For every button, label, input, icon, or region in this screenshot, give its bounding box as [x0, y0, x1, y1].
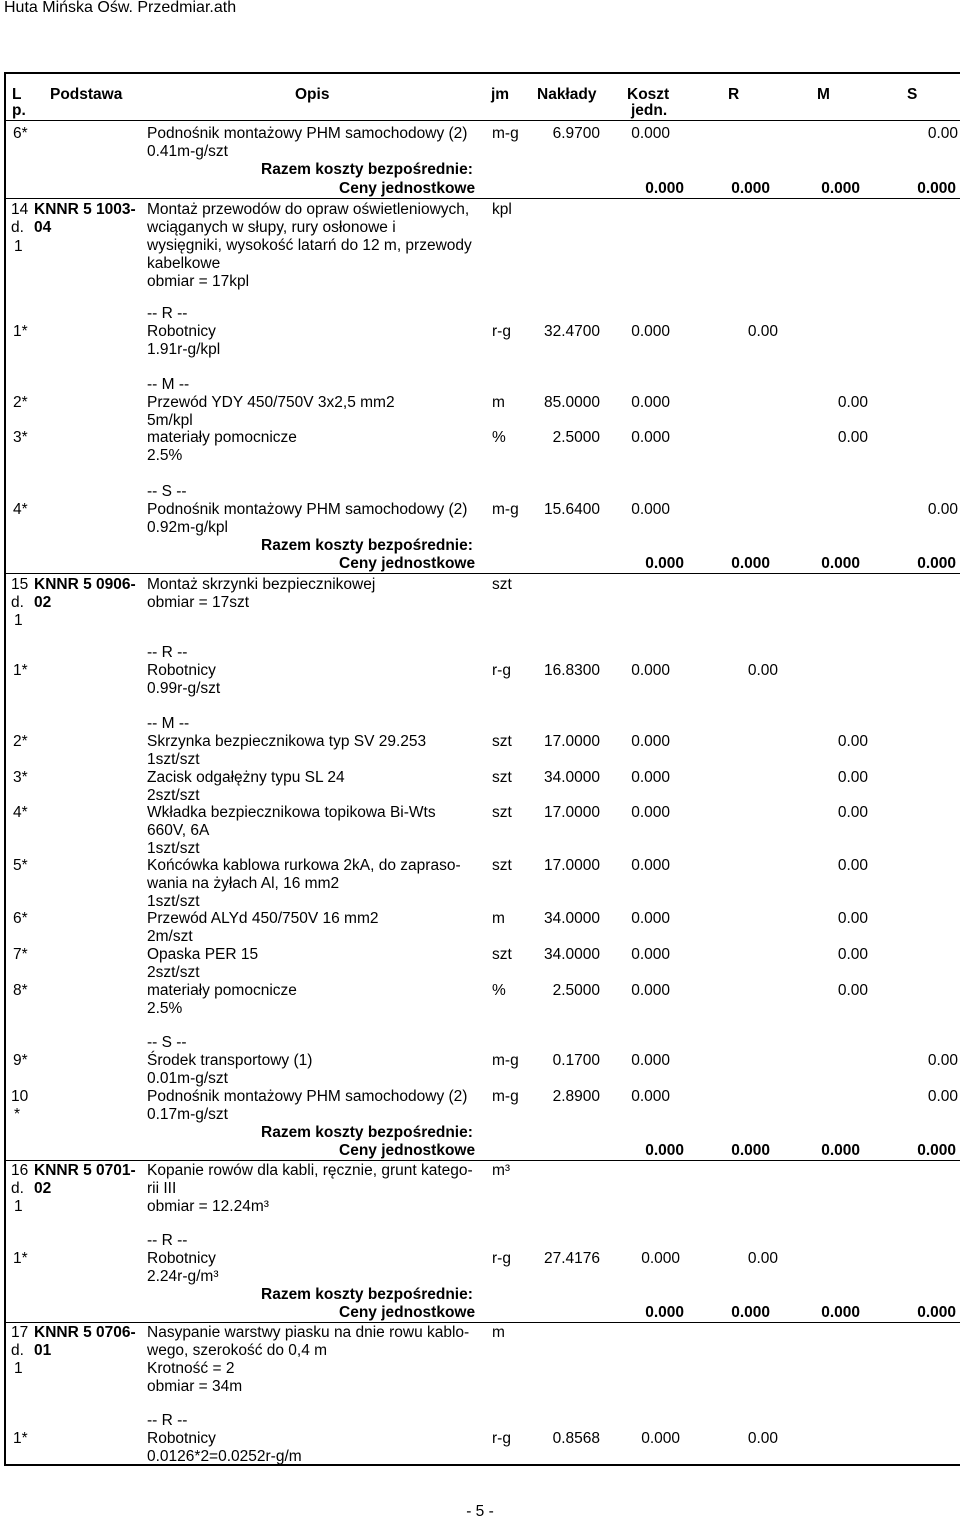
lp-cell: 3* — [13, 769, 28, 786]
norm-cell: 2.5% — [147, 1000, 183, 1017]
r-cell: 0.00 — [747, 662, 778, 679]
koszt-cell: 0.000 — [631, 125, 670, 142]
desc-cell: Opaska PER 15 — [147, 946, 259, 963]
desc-cell: Podnośnik montażowy PHM samochodowy (2) — [147, 125, 468, 142]
lp-cell: 4* — [13, 804, 28, 821]
desc-cell: Przewód ALYd 450/750V 16 mm2 — [147, 910, 379, 927]
item-number: d. — [11, 1180, 24, 1197]
razem-label: Razem koszty bezpośrednie: — [261, 1286, 473, 1303]
frame-top — [4, 72, 960, 74]
total-sum: 0.000 — [917, 1142, 956, 1159]
m-cell: 0.00 — [837, 857, 868, 874]
total-m: 0.000 — [731, 555, 770, 572]
jm-cell: szt — [492, 857, 512, 874]
norm-cell: 1szt/szt — [147, 751, 200, 768]
lp-cell: 6* — [13, 125, 28, 142]
desc-cell: Robotnicy — [147, 1250, 216, 1267]
header-lp: p. — [12, 102, 26, 119]
norm-cell: 0.17m-g/szt — [147, 1106, 228, 1123]
item-desc: kabelkowe — [147, 255, 221, 272]
jm-cell: r-g — [492, 662, 511, 679]
lp-cell: 5* — [13, 857, 28, 874]
koszt-cell: 0.000 — [641, 1430, 680, 1447]
item-number: d. — [11, 219, 24, 236]
norm-cell: 0.41m-g/szt — [147, 143, 228, 160]
frame-left — [4, 72, 6, 1465]
lp-cell: 2* — [13, 733, 28, 750]
m-cell: 0.00 — [837, 982, 868, 999]
s-cell: 0.00 — [927, 125, 958, 142]
lp-cell: 8* — [13, 982, 28, 999]
norm-cell: 1szt/szt — [147, 840, 200, 857]
m-cell: 0.00 — [837, 769, 868, 786]
header-naklady: Nakłady — [537, 86, 597, 103]
naklady-cell: 2.5000 — [552, 982, 600, 999]
item-desc: wysięgniki, wysokość latarń do 12 m, przewody — [147, 237, 472, 254]
header-jm: jm — [491, 86, 510, 103]
item-number: 17 — [11, 1324, 29, 1341]
total-m: 0.000 — [731, 1142, 770, 1159]
koszt-cell: 0.000 — [631, 910, 670, 927]
norm-cell: 0.0126*2=0.0252r-g/m — [147, 1448, 302, 1465]
naklady-cell: 16.8300 — [543, 662, 600, 679]
section-divider — [4, 1160, 960, 1161]
jm-cell: m-g — [492, 1052, 519, 1069]
lp-cell: 1* — [13, 1430, 28, 1447]
total-s: 0.000 — [821, 180, 860, 197]
razem-label: Razem koszty bezpośrednie: — [261, 537, 473, 554]
m-heading: -- M -- — [147, 715, 190, 732]
item-desc: Nasypanie warstwy piasku na dnie rowu kablo- — [147, 1324, 470, 1341]
desc-cell: Skrzynka bezpiecznikowa typ SV 29.253 — [147, 733, 427, 750]
norm-cell: 2.24r-g/m³ — [147, 1268, 219, 1285]
s-heading: -- S -- — [147, 1034, 187, 1051]
norm-cell: 1szt/szt — [147, 893, 200, 910]
ceny-label: Ceny jednostkowe — [339, 555, 476, 572]
lp-cell: 1* — [13, 323, 28, 340]
total-sum: 0.000 — [917, 555, 956, 572]
desc-cell: Przewód YDY 450/750V 3x2,5 mm2 — [147, 394, 395, 411]
item-desc: Montaż przewodów do opraw oświetleniowych, — [147, 201, 470, 218]
item-basis: 02 — [34, 1180, 52, 1197]
item-desc: obmiar = 34m — [147, 1378, 243, 1395]
jm-cell: szt — [492, 769, 512, 786]
item-jm: szt — [492, 576, 512, 593]
naklady-cell: 6.9700 — [552, 125, 600, 142]
item-desc: rii III — [147, 1180, 177, 1197]
s-heading: -- S -- — [147, 483, 187, 500]
m-cell: 0.00 — [837, 733, 868, 750]
section-divider — [4, 198, 960, 199]
r-cell: 0.00 — [747, 1430, 778, 1447]
koszt-cell: 0.000 — [631, 982, 670, 999]
norm-cell: 0.99r-g/szt — [147, 680, 221, 697]
m-cell: 0.00 — [837, 910, 868, 927]
koszt-cell: 0.000 — [641, 1250, 680, 1267]
norm-cell: 5m/kpl — [147, 412, 193, 429]
header-koszt: Koszt — [627, 86, 670, 103]
item-number: 1 — [14, 1198, 23, 1215]
jm-cell: m-g — [492, 1088, 519, 1105]
ceny-label: Ceny jednostkowe — [339, 1304, 476, 1321]
header-podstawa: Podstawa — [50, 86, 123, 103]
desc-cell: Podnośnik montażowy PHM samochodowy (2) — [147, 501, 468, 518]
lp-cell: * — [14, 1106, 21, 1123]
norm-cell: 2m/szt — [147, 928, 193, 945]
r-cell: 0.00 — [747, 323, 778, 340]
koszt-cell: 0.000 — [631, 429, 670, 446]
lp-cell: 3* — [13, 429, 28, 446]
koszt-cell: 0.000 — [631, 1088, 670, 1105]
jm-cell: szt — [492, 946, 512, 963]
jm-cell: r-g — [492, 1250, 511, 1267]
section-divider — [4, 1322, 960, 1323]
jm-cell: r-g — [492, 1430, 511, 1447]
lp-cell: 9* — [13, 1052, 28, 1069]
desc-cell: Podnośnik montażowy PHM samochodowy (2) — [147, 1088, 468, 1105]
naklady-cell: 34.0000 — [543, 946, 600, 963]
naklady-cell: 17.0000 — [543, 857, 600, 874]
item-desc: obmiar = 17kpl — [147, 273, 250, 290]
r-heading: -- R -- — [147, 644, 188, 661]
item-basis: KNNR 5 1003- — [34, 201, 136, 218]
desc-cell: materiały pomocnicze — [147, 982, 297, 999]
naklady-cell: 17.0000 — [543, 804, 600, 821]
m-cell: 0.00 — [837, 804, 868, 821]
s-cell: 0.00 — [927, 1052, 958, 1069]
header-divider — [4, 120, 960, 121]
naklady-cell: 34.0000 — [543, 910, 600, 927]
total-s: 0.000 — [821, 555, 860, 572]
item-desc: wego, szerokość do 0,4 m — [147, 1342, 328, 1359]
naklady-cell: 0.1700 — [552, 1052, 600, 1069]
r-heading: -- R -- — [147, 1232, 188, 1249]
jm-cell: szt — [492, 733, 512, 750]
item-number: 1 — [14, 238, 23, 255]
koszt-cell: 0.000 — [631, 857, 670, 874]
razem-label: Razem koszty bezpośrednie: — [261, 1124, 473, 1141]
item-desc: obmiar = 12.24m³ — [147, 1198, 269, 1215]
desc-cell: 660V, 6A — [147, 822, 210, 839]
header-koszt: jedn. — [631, 102, 668, 119]
lp-cell: 1* — [13, 662, 28, 679]
section-divider — [4, 573, 960, 574]
jm-cell: szt — [492, 804, 512, 821]
lp-cell: 6* — [13, 910, 28, 927]
header-m: M — [817, 86, 830, 103]
total-s: 0.000 — [821, 1304, 860, 1321]
naklady-cell: 34.0000 — [543, 769, 600, 786]
item-number: d. — [11, 1342, 24, 1359]
norm-cell: 0.92m-g/kpl — [147, 519, 228, 536]
lp-cell: 4* — [13, 501, 28, 518]
jm-cell: % — [492, 982, 506, 999]
desc-cell: Robotnicy — [147, 1430, 216, 1447]
naklady-cell: 27.4176 — [543, 1250, 600, 1267]
item-desc: Kopanie rowów dla kabli, ręcznie, grunt katego- — [147, 1162, 473, 1179]
jm-cell: m-g — [492, 125, 519, 142]
m-cell: 0.00 — [837, 394, 868, 411]
r-heading: -- R -- — [147, 305, 188, 322]
total-sum: 0.000 — [917, 1304, 956, 1321]
item-basis: 01 — [34, 1342, 52, 1359]
norm-cell: 2szt/szt — [147, 787, 200, 804]
item-jm: m — [492, 1324, 505, 1341]
lp-cell: 1* — [13, 1250, 28, 1267]
m-cell: 0.00 — [837, 946, 868, 963]
total-m: 0.000 — [731, 1304, 770, 1321]
r-cell: 0.00 — [747, 1250, 778, 1267]
header-s: S — [907, 86, 918, 103]
page-number: - 5 - — [466, 1503, 494, 1520]
koszt-cell: 0.000 — [631, 501, 670, 518]
item-desc: obmiar = 17szt — [147, 594, 250, 611]
item-number: 15 — [11, 576, 29, 593]
naklady-cell: 2.8900 — [552, 1088, 600, 1105]
naklady-cell: 32.4700 — [543, 323, 600, 340]
item-number: 1 — [14, 1360, 23, 1377]
norm-cell: 1.91r-g/kpl — [147, 341, 221, 358]
header-lp: L — [12, 86, 22, 103]
item-number: 16 — [11, 1162, 29, 1179]
norm-cell: 2szt/szt — [147, 964, 200, 981]
lp-cell: 2* — [13, 394, 28, 411]
koszt-cell: 0.000 — [631, 323, 670, 340]
item-basis: KNNR 5 0701- — [34, 1162, 136, 1179]
total-sum: 0.000 — [917, 180, 956, 197]
item-basis: KNNR 5 0706- — [34, 1324, 136, 1341]
item-basis: KNNR 5 0906- — [34, 576, 136, 593]
item-basis: 02 — [34, 594, 52, 611]
razem-label: Razem koszty bezpośrednie: — [261, 161, 473, 178]
item-jm: kpl — [492, 201, 512, 218]
jm-cell: m — [492, 910, 505, 927]
norm-cell: 0.01m-g/szt — [147, 1070, 228, 1087]
header-opis: Opis — [295, 86, 330, 103]
desc-cell: Zacisk odgałężny typu SL 24 — [147, 769, 345, 786]
koszt-cell: 0.000 — [631, 804, 670, 821]
desc-cell: Robotnicy — [147, 323, 216, 340]
total-r: 0.000 — [645, 1142, 684, 1159]
total-r: 0.000 — [645, 1304, 684, 1321]
item-basis: 04 — [34, 219, 52, 236]
item-desc: wciąganych w słupy, rury osłonowe i — [147, 219, 396, 236]
desc-cell: Robotnicy — [147, 662, 216, 679]
koszt-cell: 0.000 — [631, 1052, 670, 1069]
s-cell: 0.00 — [927, 501, 958, 518]
ceny-label: Ceny jednostkowe — [339, 180, 476, 197]
item-desc: Montaż skrzynki bezpiecznikowej — [147, 576, 376, 593]
jm-cell: m — [492, 394, 505, 411]
naklady-cell: 15.6400 — [543, 501, 600, 518]
ceny-label: Ceny jednostkowe — [339, 1142, 476, 1159]
desc-cell: Końcówka kablowa rurkowa 2kA, do zapraso- — [147, 857, 461, 874]
koszt-cell: 0.000 — [631, 662, 670, 679]
total-r: 0.000 — [645, 555, 684, 572]
desc-cell: wania na żyłach Al, 16 mm2 — [147, 875, 340, 892]
naklady-cell: 0.8568 — [552, 1430, 600, 1447]
desc-cell: Wkładka bezpiecznikowa topikowa Bi-Wts — [147, 804, 436, 821]
jm-cell: r-g — [492, 323, 511, 340]
item-desc: Krotność = 2 — [147, 1360, 235, 1377]
total-s: 0.000 — [821, 1142, 860, 1159]
koszt-cell: 0.000 — [631, 769, 670, 786]
lp-cell: 10 — [11, 1088, 29, 1105]
desc-cell: Środek transportowy (1) — [147, 1052, 313, 1069]
item-number: d. — [11, 594, 24, 611]
total-r: 0.000 — [645, 180, 684, 197]
koszt-cell: 0.000 — [631, 946, 670, 963]
naklady-cell: 2.5000 — [552, 429, 600, 446]
item-jm: m³ — [492, 1162, 511, 1179]
jm-cell: % — [492, 429, 506, 446]
item-number: 1 — [14, 612, 23, 629]
naklady-cell: 17.0000 — [543, 733, 600, 750]
koszt-cell: 0.000 — [631, 733, 670, 750]
document-title: Huta Mińska Ośw. Przedmiar.ath — [4, 0, 237, 16]
item-number: 14 — [11, 201, 29, 218]
m-cell: 0.00 — [837, 429, 868, 446]
naklady-cell: 85.0000 — [543, 394, 600, 411]
total-m: 0.000 — [731, 180, 770, 197]
header-r: R — [728, 86, 740, 103]
s-cell: 0.00 — [927, 1088, 958, 1105]
desc-cell: materiały pomocnicze — [147, 429, 297, 446]
koszt-cell: 0.000 — [631, 394, 670, 411]
m-heading: -- M -- — [147, 376, 190, 393]
lp-cell: 7* — [13, 946, 28, 963]
norm-cell: 2.5% — [147, 447, 183, 464]
jm-cell: m-g — [492, 501, 519, 518]
r-heading: -- R -- — [147, 1412, 188, 1429]
